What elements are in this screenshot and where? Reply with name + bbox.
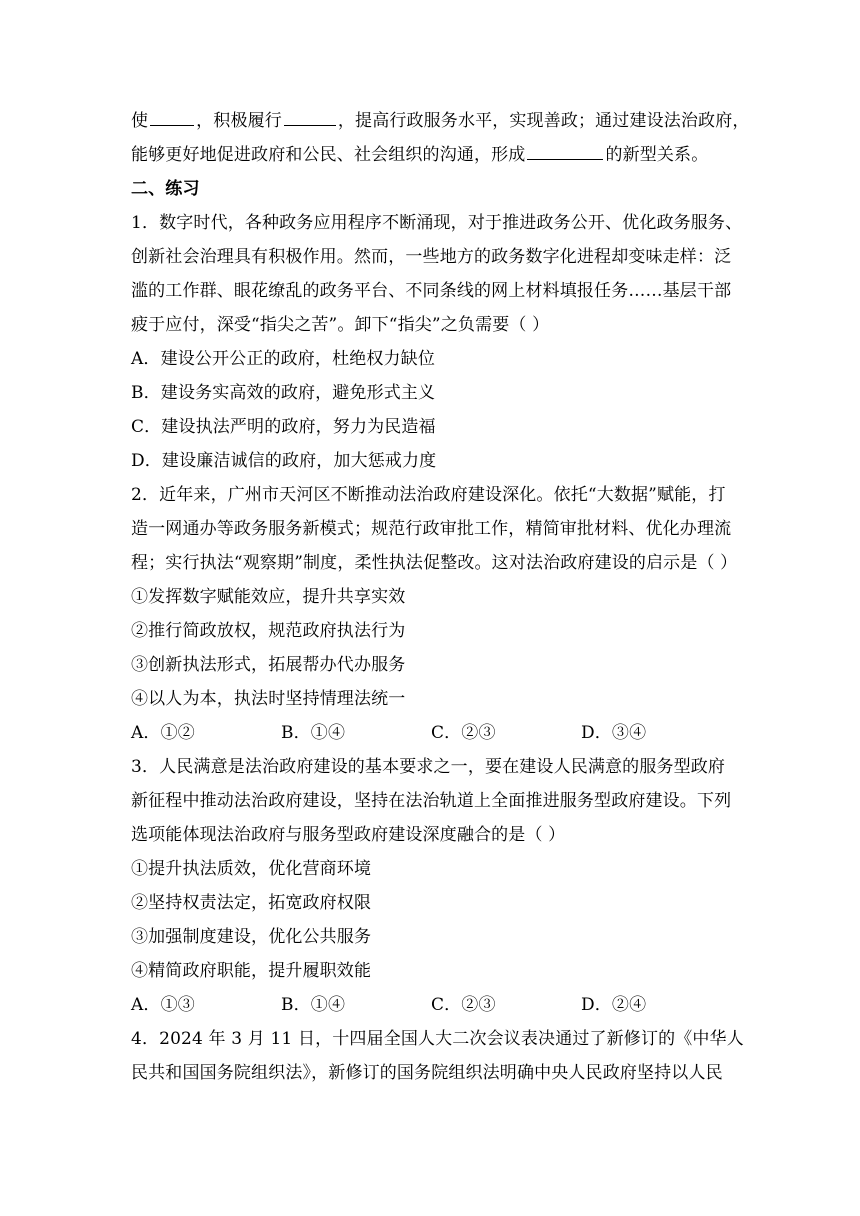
- answer-options-row: [131, 716, 731, 750]
- fill-blank: [284, 105, 336, 126]
- intro-text: 的新型关系。: [605, 145, 709, 165]
- question-text-line: 1．数字时代，各种政务应用程序不断涌现，对于推进政务公开、优化政务服务、: [131, 213, 743, 233]
- answer-option-c: C．②③: [431, 723, 496, 743]
- statement-item: ④以人为本，执法时坚持情理法统一: [131, 689, 406, 709]
- question-text-line: 3．人民满意是法治政府建设的基本要求之一，要在建设人民满意的服务型政府: [131, 757, 726, 777]
- answer-option-a: A．①③: [131, 995, 195, 1015]
- answer-option-a: A．建设公开公正的政府，杜绝权力缺位: [131, 349, 435, 369]
- answer-options-row: [131, 988, 731, 1022]
- statement-item: ②坚持权责法定，拓宽政府权限: [131, 893, 372, 913]
- question-text-line: 4．2024 年 3 月 11 日，十四届全国人大二次会议表决通过了新修订的《中华人: [131, 1029, 744, 1049]
- intro-text: ，提高行政服务水平，实现善政；通过建设法治政府，: [337, 111, 750, 131]
- question-2: [131, 478, 738, 750]
- answer-option-d: D．③④: [581, 723, 647, 743]
- question-text-line: 造一网通办等政务服务新模式；规范行政审批工作，精简审批材料、优化办理流: [131, 519, 732, 539]
- statement-item: ①发挥数字赋能效应，提升共享实效: [131, 587, 406, 607]
- fill-blank: [150, 105, 194, 126]
- section-title: 二、练习: [131, 179, 200, 199]
- intro-text: ，积极履行: [196, 111, 282, 131]
- statement-item: ①提升执法质效，优化营商环境: [131, 859, 372, 879]
- answer-option-c: C．②③: [431, 995, 496, 1015]
- question-text-line: 民共和国国务院组织法》，新修订的国务院组织法明确中央人民政府坚持以人民: [131, 1063, 723, 1083]
- question-text-line: 2．近年来，广州市天河区不断推动法治政府建设深化。依托“大数据”赋能，打: [131, 485, 726, 505]
- question-text-line: 新征程中推动法治政府建设，坚持在法治轨道上全面推进服务型政府建设。下列: [131, 791, 732, 811]
- question-text-line: 选项能体现法治政府与服务型政府建设深度融合的是（ ）: [131, 825, 566, 845]
- answer-option-b: B．①④: [281, 723, 346, 743]
- intro-text: 能够更好地促进政府和公民、社会组织的沟通，形成: [131, 145, 526, 165]
- answer-option-a: A．①②: [131, 723, 195, 743]
- intro-text: 使: [131, 111, 149, 131]
- fill-blank: [527, 139, 603, 160]
- intro-line-2: [131, 138, 731, 172]
- statement-item: ③加强制度建设，优化公共服务: [131, 927, 372, 947]
- answer-option-b: B．①④: [281, 995, 346, 1015]
- question-text-line: 创新社会治理具有积极作用。然而，一些地方的政务数字化进程却变味走样：泛: [131, 247, 732, 267]
- intro-line-1: [131, 104, 750, 138]
- statement-item: ②推行简政放权，规范政府执法行为: [131, 621, 406, 641]
- question-1: [131, 206, 743, 478]
- statement-item: ③创新执法形式，拓展帮办代办服务: [131, 655, 406, 675]
- answer-option-b: B．建设务实高效的政府，避免形式主义: [131, 383, 436, 403]
- question-text-line: 程；实行执法“观察期”制度，柔性执法促整改。这对法治政府建设的启示是（ ）: [131, 553, 738, 573]
- question-text-line: 疲于应付，深受“指尖之苦”。卸下“指尖”之负需要（ ）: [131, 315, 550, 335]
- question-3: [131, 750, 731, 1022]
- answer-option-d: D．建设廉洁诚信的政府，加大惩戒力度: [131, 451, 437, 471]
- question-text-line: 滥的工作群、眼花缭乱的政务平台、不同条线的网上材料填报任务……基层干部: [131, 281, 732, 301]
- answer-option-d: D．②④: [581, 995, 647, 1015]
- question-4: [131, 1022, 744, 1090]
- statement-item: ④精简政府职能，提升履职效能: [131, 961, 372, 981]
- document-page: [131, 104, 750, 1090]
- answer-option-c: C．建设执法严明的政府，努力为民造福: [131, 417, 436, 437]
